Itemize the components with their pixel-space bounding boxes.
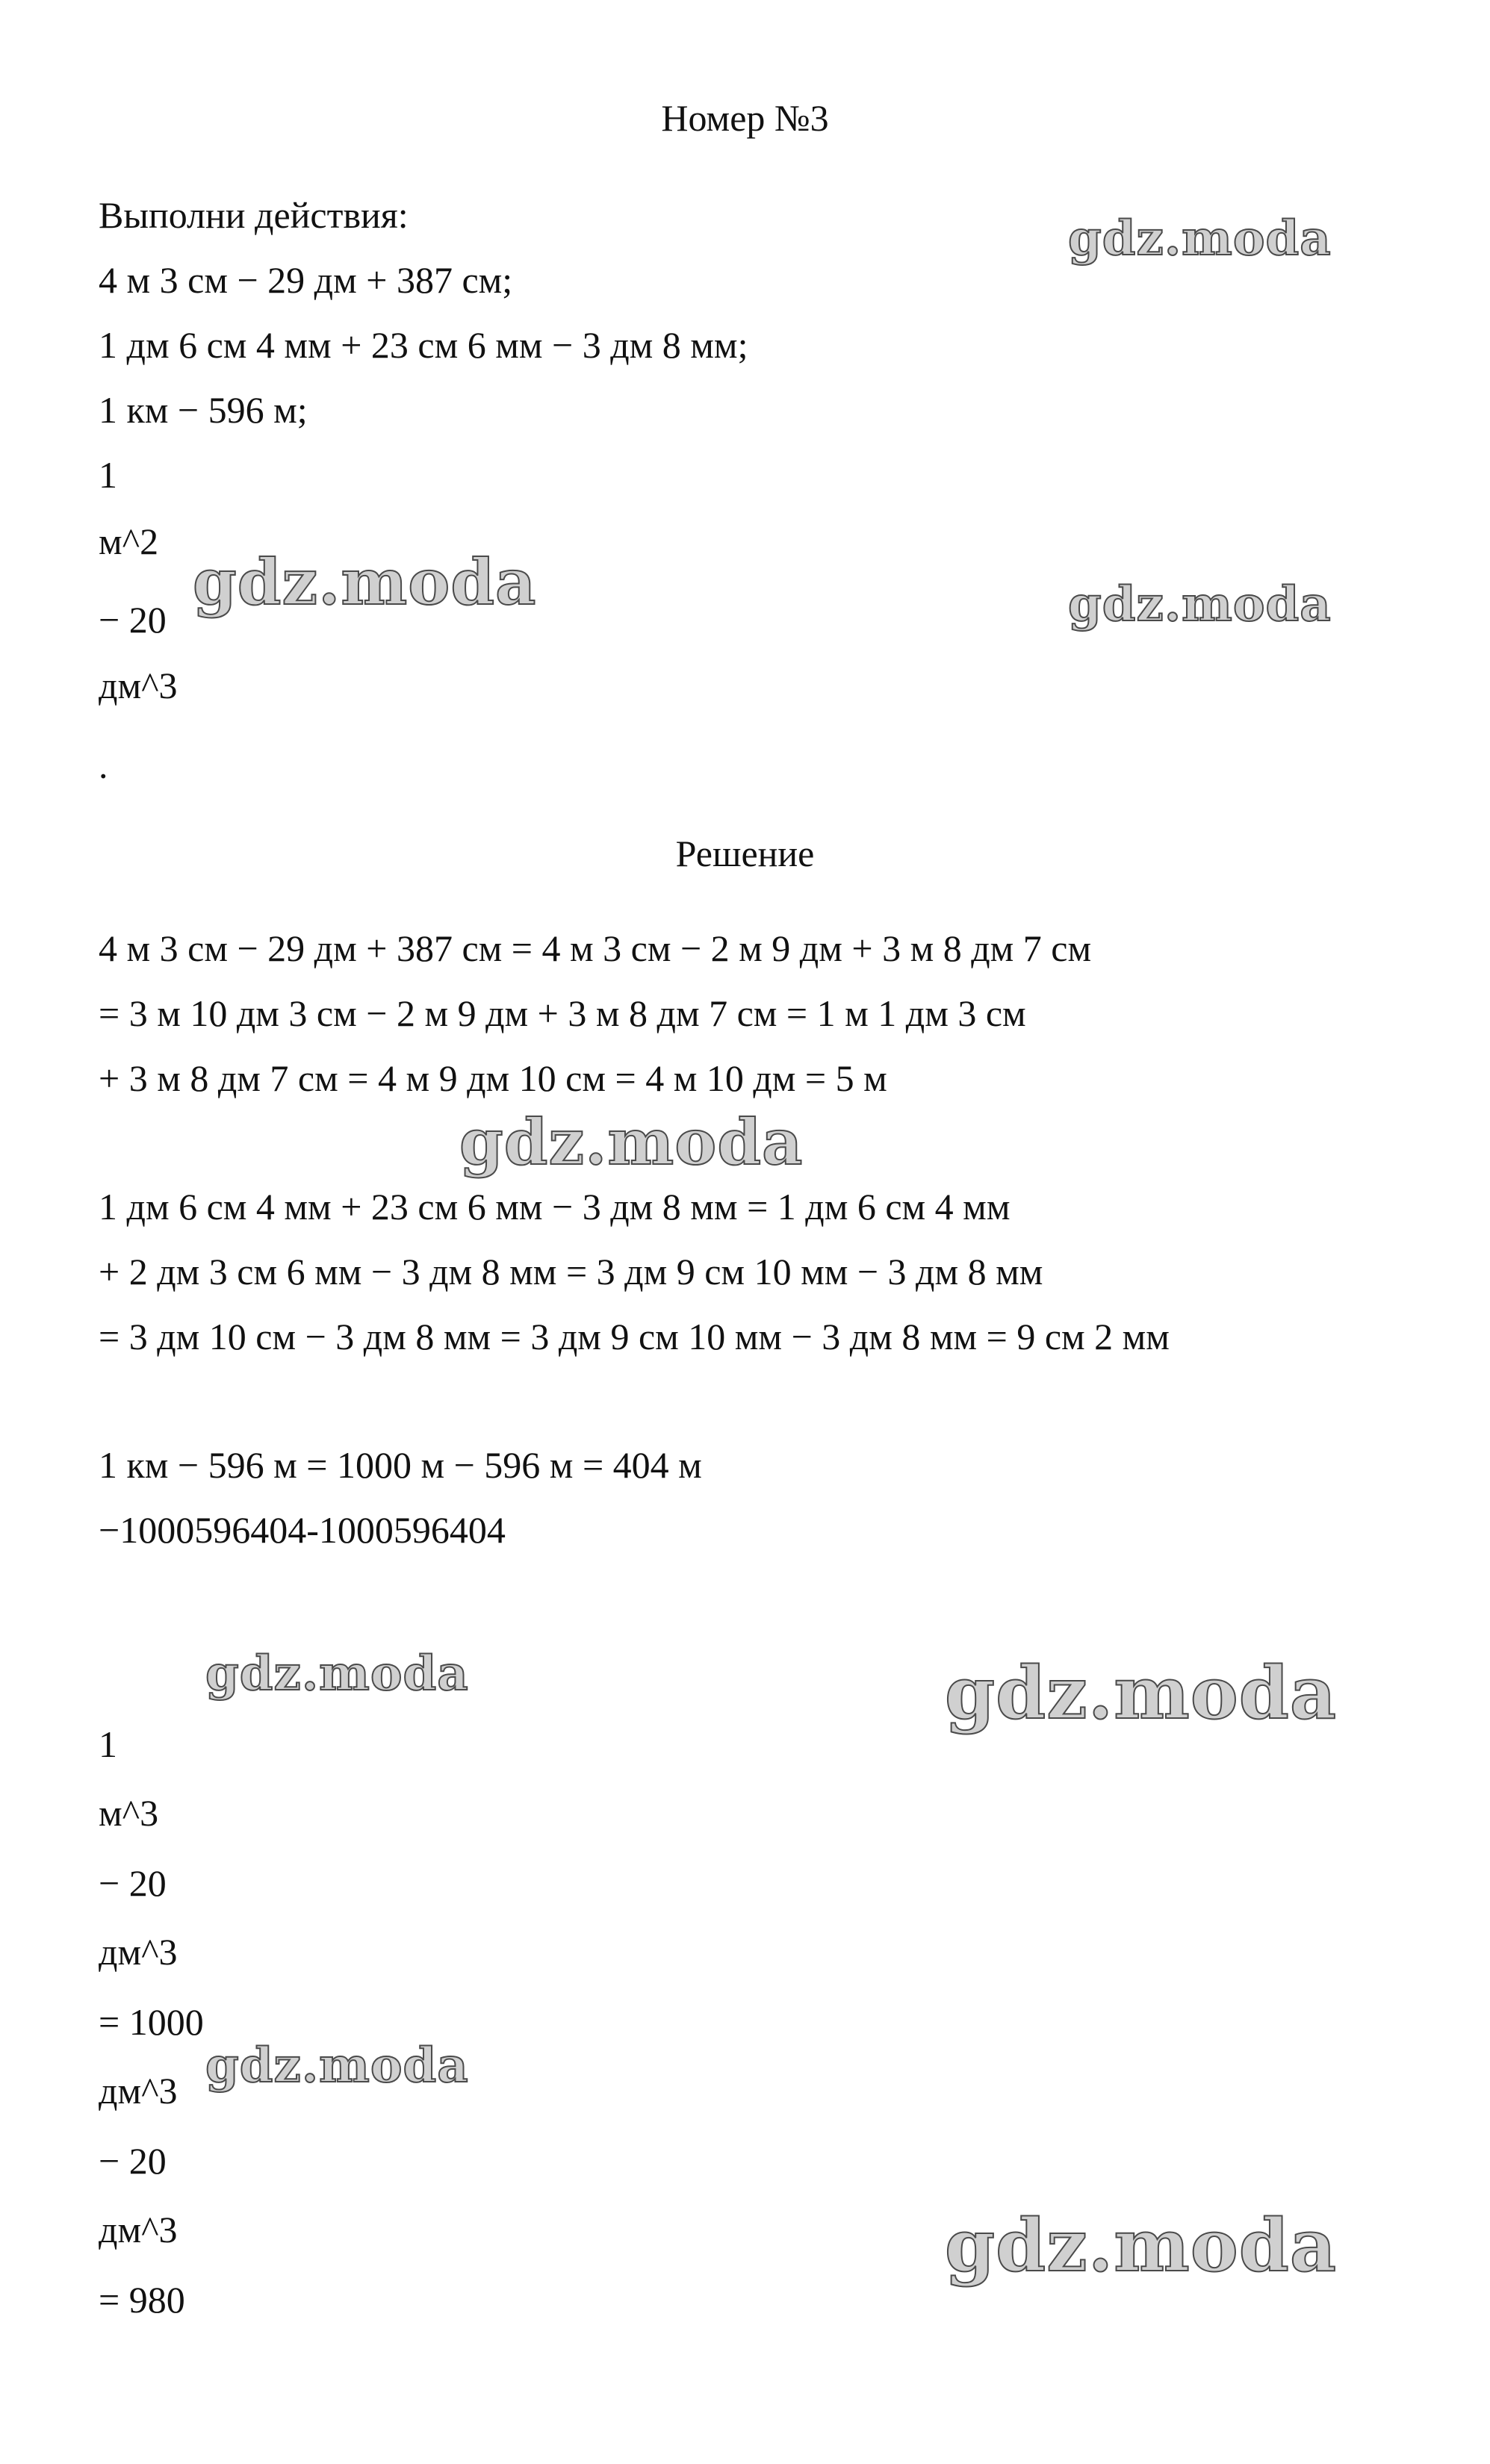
solution-line: + 3 м 8 дм 7 см = 4 м 9 дм 10 см = 4 м 10 дм = 5 м xyxy=(99,1057,887,1099)
page-title: Номер №3 xyxy=(661,97,829,139)
task-line: − 20 xyxy=(99,599,167,641)
solution-line: − 20 xyxy=(99,1862,167,1904)
solution-line: + 2 дм 3 см 6 мм − 3 дм 8 мм = 3 дм 9 см 10 мм − 3 дм 8 мм xyxy=(99,1251,1043,1292)
watermark-logo: gdz.moda xyxy=(1068,576,1332,632)
task-line: м^2 xyxy=(99,520,159,562)
watermark-logo: gdz.moda xyxy=(205,1646,469,1702)
solution-line: 1 км − 596 м = 1000 м − 596 м = 404 м xyxy=(99,1444,702,1486)
solution-line: 4 м 3 см − 29 дм + 387 см = 4 м 3 см − 2 м 9 дм + 3 м 8 дм 7 см xyxy=(99,927,1092,969)
solution-heading: Решение xyxy=(675,833,815,874)
solution-line: 1 дм 6 см 4 мм + 23 см 6 мм − 3 дм 8 мм = 1 дм 6 см 4 мм xyxy=(99,1186,1011,1228)
solution-line: дм^3 xyxy=(99,2070,178,2112)
watermark-logo: gdz.moda xyxy=(945,2203,1338,2288)
solution-line: м^3 xyxy=(99,1792,159,1834)
task-line: 1 дм 6 см 4 мм + 23 см 6 мм − 3 дм 8 мм; xyxy=(99,324,748,366)
task-line: . xyxy=(99,744,108,786)
watermark-logo: gdz.moda xyxy=(459,1105,804,1179)
solution-line: дм^3 xyxy=(99,2209,178,2250)
task-line: дм^3 xyxy=(99,665,178,706)
task-line: 1 xyxy=(99,454,117,496)
solution-line: 1 xyxy=(99,1723,117,1765)
solution-line: − 20 xyxy=(99,2140,167,2182)
solution-line: дм^3 xyxy=(99,1931,178,1973)
watermark-logo: gdz.moda xyxy=(205,2038,469,2094)
task-line: 1 км − 596 м; xyxy=(99,389,308,431)
task-line: Выполни действия: xyxy=(99,194,409,236)
task-line: 4 м 3 см − 29 дм + 387 см; xyxy=(99,259,513,301)
solution-line: = 1000 xyxy=(99,2001,204,2043)
solution-line: −1000596404-1000596404 xyxy=(99,1509,506,1551)
watermark-logo: gdz.moda xyxy=(945,1651,1338,1735)
watermark-logo: gdz.moda xyxy=(1068,211,1332,267)
solution-line: = 3 дм 10 см − 3 дм 8 мм = 3 дм 9 см 10 мм − 3 дм 8 мм = 9 см 2 мм xyxy=(99,1316,1170,1357)
watermark-logo: gdz.moda xyxy=(193,545,537,619)
solution-line: = 980 xyxy=(99,2279,185,2321)
solution-line: = 3 м 10 дм 3 см − 2 м 9 дм + 3 м 8 дм 7 см = 1 м 1 дм 3 см xyxy=(99,992,1026,1034)
